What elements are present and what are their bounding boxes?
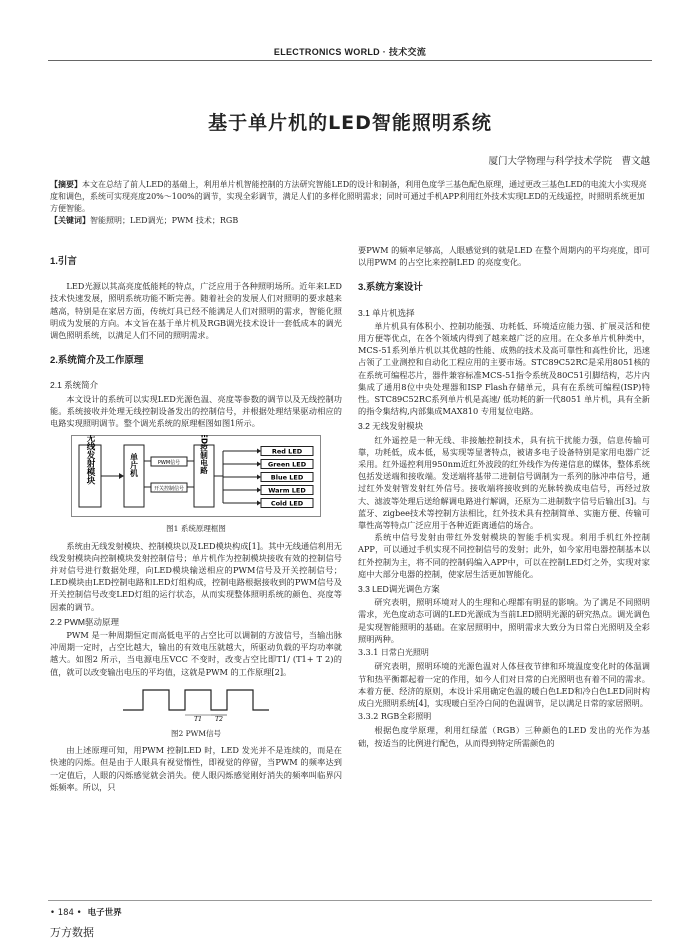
t2-label: T2 bbox=[215, 715, 223, 722]
arrowhead-1 bbox=[119, 473, 124, 479]
led-label: Blue LED bbox=[270, 473, 304, 482]
led-label: Cold LED bbox=[270, 499, 304, 508]
pwm-waveform bbox=[121, 684, 271, 722]
wireless-module-label: 无线发射模块 bbox=[85, 435, 95, 485]
page-number: • 184 • bbox=[50, 908, 82, 918]
abstract-label: 【摘要】 bbox=[50, 180, 82, 189]
mcu-label: 单片机 bbox=[129, 453, 139, 478]
pwm-wave bbox=[123, 690, 269, 710]
section-3-3-paragraph: 研究表明，照明环境对人的生理和心理都有明显的影响。为了满足不同照明需求，光色度动态可调的LED光源成为当前LED照明光源的研究热点。调光调色是实现智能照明的基础。在家居照明中，照明需求大致分为日常白光照明及全彩照明两种。 bbox=[358, 597, 650, 644]
section-1-title: 1.引言 bbox=[50, 256, 77, 267]
figure-1 bbox=[50, 435, 342, 520]
figure-1-caption: 图1 系统原理框图 bbox=[166, 524, 226, 534]
section-2-2-paragraph-2: 由上述原理可知，用PWM 控制LED 时，LED 发光并不是连续的，而是在快速的闪烁。但是由于人眼具有视觉惰性，即视觉的停留，当PWM 的频率达到一定值后，人眼的闪烁感觉就会消失。使人眼闪烁感觉刚好消失的频率叫临界闪烁频率。所以，只 bbox=[50, 745, 342, 792]
led-label: Red LED bbox=[271, 447, 303, 456]
section-3-title: 3.系统方案设计 bbox=[358, 282, 423, 294]
abstract-text: 本文在总结了前人LED的基础上，利用单片机智能控制的方法研究智能LED的设计和制备，利用色度学三基色配色原理，通过更改三基色LED的电流大小实现亮度和调色，系统可实现亮度20%～100%的调节，实现全彩调节，满足人们的多样化照明需求；同时可通过手机APP利用红外技术实现LED的无线遥控，时照明系统更加方便智能。 bbox=[50, 180, 647, 213]
footer-rule bbox=[48, 900, 652, 901]
section-3-1-title: 3.1 单片机选择 bbox=[358, 307, 415, 318]
led-label: Warm LED bbox=[268, 486, 306, 495]
section-1-paragraph: LED光源以其高亮度低能耗的特点，广泛应用于各种照明场所。近年来LED技术快速发展，照明系统功能不断完善。随着社会的发展人们对照明的要求越来越高，特别是在家居方面，传统灯具已经不能满足人们对照明的需求，智能化照明成为发展的方向。本文旨在基于单片机及RGB调光技术设计一套低成本的调光调色照明系统，以满足人们不同的照明需求。 bbox=[50, 281, 342, 341]
header-rule bbox=[48, 60, 652, 61]
section-2-2-title: 2.2 PWM驱动原理 bbox=[50, 616, 119, 627]
block-diagram bbox=[71, 435, 321, 517]
left-column bbox=[50, 244, 342, 793]
footer bbox=[50, 906, 122, 918]
driver-label: LED控制电路 bbox=[199, 435, 209, 475]
pwm-signal-label: PWM信号 bbox=[157, 460, 181, 467]
keywords-label: 【关键词】 bbox=[50, 216, 90, 225]
abstract bbox=[50, 179, 650, 215]
section-3-3-2-title: 3.3.2 RGB全彩照明 bbox=[358, 712, 432, 722]
abstract-block bbox=[50, 179, 650, 227]
led-label: Green LED bbox=[267, 460, 307, 469]
section-3-3-1-title: 3.3.1 日常白光照明 bbox=[358, 648, 429, 658]
led-arrowhead bbox=[257, 475, 261, 480]
led-rows bbox=[223, 447, 313, 508]
wanfang-watermark: 万方数据 bbox=[50, 926, 94, 939]
t1-label: T1 bbox=[194, 715, 202, 722]
section-2-1-paragraph-1: 本文设计的系统可以实现LED光源色温、亮度等参数的调节以及无线控制功能。系统接收并处理无线控制设备发出的控制信号，并根据处理结果驱动相应的电路实现照明调节。整个调光系统的原理框图如图1所示。 bbox=[50, 393, 342, 429]
section-3-3-2-paragraph: 根据色度学原理，利用红绿蓝（RGB）三种颜色的LED 发出的光作为基础，按适当的比例进行配色，从而得到特定所需颜色的 bbox=[358, 725, 650, 748]
section-2-1-title: 2.1 系统简介 bbox=[50, 380, 99, 391]
keywords-text: 智能照明；LED调光；PWM 技术；RGB bbox=[90, 216, 239, 225]
section-3-1-paragraph: 单片机具有体积小、控制功能强、功耗低、环境适应能力强、扩展灵活和使用方便等优点，在各个领域内得到了越来越广泛的应用。在众多单片机种类中，MCS-51系列单片机以其优越的性能、成熟的技术及高可靠性和高性价比，迅速占领了工业测控和自动化工程应用的主要市场。STC89C52RC是采用8051核的在系统可编程芯片，器件兼容标准MCS-51指令系统及80C51引脚结构，芯片内集成了通用8位中央处理器和ISP Flash存储单元，具有在系统可编程(ISP)特性。STC89C52RC系列单片机是高速/ 低功耗的新一代8051 单片机，具有全新的指令集结构,内部集成MAX810 专用复位电路。 bbox=[358, 320, 650, 417]
running-header: ELECTRONICS WORLD · 技术交流 bbox=[273, 47, 427, 57]
figure-2-caption: 图2 PWM信号 bbox=[170, 729, 222, 739]
keywords bbox=[50, 215, 650, 227]
right-column bbox=[358, 244, 650, 749]
continued-paragraph: 要PWM 的频率足够高，人眼感觉到的就是LED 在整个周期内的平均亮度，即可以用PWM 的占空比来控制LED 的亮度变化。 bbox=[358, 245, 650, 268]
section-3-2-paragraph-1: 红外遥控是一种无线、非接触控制技术，具有抗干扰能力强，信息传输可靠，功耗低，成本低，易实现等显著特点，被诸多电子设备特别是家用电器广泛采用。红外遥控利用950nm近红外波段的红外线作为传递信息的媒体，整体系统包括发送端和接收端。发送端将基带二进制信号调制为一系列的脉冲串信号，通过红外发射管发射红外信号。接收端将接收到的光脉转换成电信号，再经过放大、滤波等处理后送给解调电路进行解调，还原为二进制数字信号后输出[3]。与蓝牙、zigbee技术等控制方法相比，红外技术具有控制简单、实施方便、传输可靠性高等特点广泛应用于各种近距离通信的场合。 bbox=[358, 434, 650, 531]
led-arrowhead bbox=[257, 501, 261, 506]
section-2-title: 2.系统简介及工作原理 bbox=[50, 355, 144, 367]
journal-name: 电子世界 bbox=[87, 908, 122, 918]
section-3-2-paragraph-2: 系统中信号发射由带红外发射模块的智能手机实现。利用手机红外控制APP，可以通过手机实现不同控制信号的发射；此外，如今家用电器控制基本以红外控制为主，将不同的控制码编入APP中，可以在控制LED灯之外，实现对家庭中大部分电器的控制，使家居生活更加智能化。 bbox=[358, 532, 650, 579]
author-line: 厦门大学物理与科学技术学院 曹文越 bbox=[488, 156, 650, 167]
section-3-3-1-paragraph: 研究表明，照明环境的光源色温对人体昼夜节律和环境温度变化时的体温调节和热平衡都起着一定的作用，如今人们对日常的白光照明也有着不同的需求。本着方便、经济的原则，本设计采用确定色温的暖白色LED和冷白色LED同时构成白光照明系统[4]，实现暖白至冷白间的色温调节，足以满足日常的家居照明。 bbox=[358, 661, 650, 708]
section-3-2-title: 3.2 无线发射模块 bbox=[358, 421, 424, 432]
section-3-3-title: 3.3 LED调光调色方案 bbox=[358, 584, 440, 595]
led-arrowhead bbox=[257, 488, 261, 493]
switch-signal-label: 开关控制信号 bbox=[153, 486, 185, 493]
led-arrowhead bbox=[257, 449, 261, 454]
figure-2 bbox=[50, 684, 342, 725]
paper-title: 基于单片机的LED智能照明系统 bbox=[208, 112, 492, 134]
section-2-1-paragraph-2: 系统由无线发射模块、控制模块以及LED模块构成[1]。其中无线通信利用无线发射模块向控制模块发射控制信号；单片机作为控制模块接收有效的控制信号并对信号进行数据处理，向LED模块输送相应的PWM信号及开关控制信号；LED模块由LED控制电路和LED灯组构成，控制电路根据接收到的PWM信号及开关控制信号改变LED灯组的运行状态，从而实现整体照明系统的颜色、亮度等因素的调节。 bbox=[50, 540, 342, 612]
led-arrowhead bbox=[257, 462, 261, 467]
section-2-2-paragraph-1: PWM 是一种周期恒定而高低电平的占空比可以调制的方波信号，当输出脉冲周期一定时，占空比越大，输出的有效电压就越大，所驱动负载的平均功率就越大。如图2 所示，当电源电压VCC 不变时，改变占空比即T1/ (T1+ T 2)的值，就可以改变输出电压的平均值，这就是PWM 的工作原理[2]。 bbox=[50, 630, 342, 677]
